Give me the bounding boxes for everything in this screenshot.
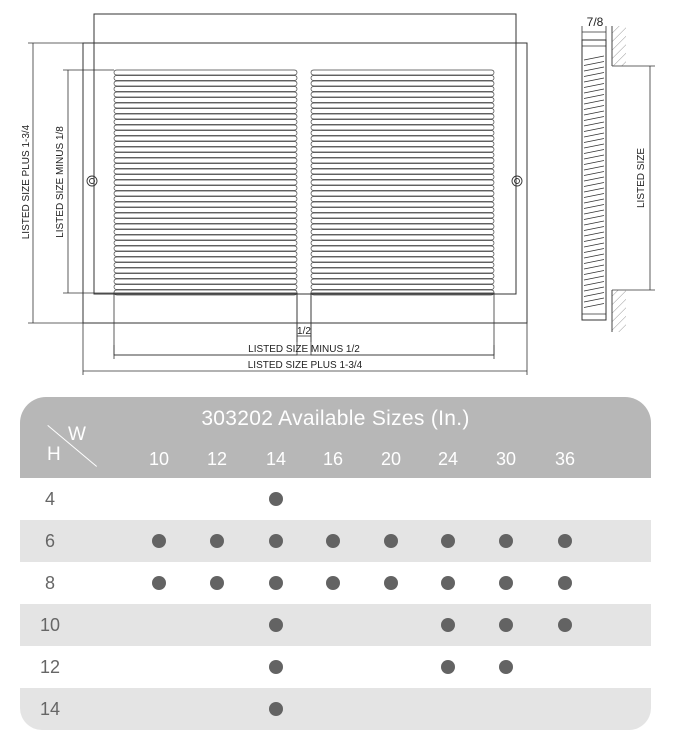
row-header-4: 4 [44,489,55,509]
side-slat [584,227,604,231]
louver-blade [311,285,494,290]
side-slat [584,216,604,220]
side-slat [584,249,604,253]
side-slat [584,183,604,187]
availability-dot [384,534,398,548]
louver-blade [114,274,297,279]
louver-blade [311,169,494,174]
column-header-24: 24 [437,449,459,469]
dim-label-minus-vertical: LISTED SIZE MINUS 1/8 [55,126,66,238]
screw-hole-icon [87,176,97,186]
side-slat [584,106,604,110]
side-slat [584,205,604,209]
dim-label-plus-horizontal: LISTED SIZE PLUS 1-3/4 [247,360,363,371]
louver-blade [311,70,494,75]
louver-blade [311,224,494,229]
louver-blade [311,109,494,114]
available-sizes-table [20,397,651,730]
side-slat [584,177,604,181]
side-slat [584,172,604,176]
side-slat [584,161,604,165]
louver-blade [311,279,494,284]
table-body [20,478,651,730]
side-section-view [582,26,626,332]
row-header-12: 12 [39,657,61,677]
availability-dot [326,576,340,590]
side-slat [584,117,604,121]
louver-blade [114,158,297,163]
column-header-20: 20 [380,449,402,469]
side-slat [584,95,604,99]
column-header-12: 12 [206,449,228,469]
louver-panel-right [311,70,494,295]
table-row [20,646,651,688]
louver-blade [114,191,297,196]
availability-dot [269,534,283,548]
louver-blade [311,147,494,152]
column-header-16: 16 [322,449,344,469]
availability-dot [558,576,572,590]
side-slat [584,282,604,286]
louver-blade [114,246,297,251]
column-header-30: 30 [495,449,517,469]
side-slat [584,265,604,269]
side-slat [584,67,604,71]
availability-dot [210,576,224,590]
louver-blade [311,92,494,97]
louver-blade [114,235,297,240]
side-slat [584,232,604,236]
louver-blade [311,208,494,213]
side-slat [584,260,604,264]
dim-label-depth: 7/8 [586,15,604,29]
louver-blade [114,219,297,224]
column-header-10: 10 [148,449,170,469]
side-slat [584,293,604,297]
louver-blade [311,241,494,246]
availability-dot [441,618,455,632]
row-header-14: 14 [39,699,61,719]
louver-blade [114,268,297,273]
availability-dot [558,534,572,548]
louver-blade [311,81,494,86]
column-header-14: 14 [265,449,287,469]
louver-blade [311,219,494,224]
table-row [20,562,651,604]
louver-blade [114,120,297,125]
louver-blade [114,142,297,147]
height-axis-label: H [47,444,61,465]
availability-dot [210,534,224,548]
louver-blade [114,186,297,191]
louver-blade [311,274,494,279]
availability-dot [269,618,283,632]
louver-blade [114,98,297,103]
side-slat [584,210,604,214]
louver-blade [114,103,297,108]
louver-blade [311,153,494,158]
side-slat [584,188,604,192]
availability-dot [269,576,283,590]
louver-blade [311,76,494,81]
louver-blade [114,87,297,92]
availability-dot [269,660,283,674]
availability-dot [269,702,283,716]
louver-blade [114,241,297,246]
louver-blade [311,268,494,273]
louver-blade [311,230,494,235]
louver-blade [311,191,494,196]
louver-blade [114,81,297,86]
grille-face-frame [83,43,527,323]
dimension-line-minus-vertical [63,70,114,293]
side-slat [584,78,604,82]
louver-blade [311,180,494,185]
side-slat [584,111,604,115]
louver-blade [114,224,297,229]
side-slat [584,243,604,247]
side-slat [584,238,604,242]
side-slat [584,89,604,93]
row-header-8: 8 [44,573,55,593]
louver-blade [114,230,297,235]
availability-dot [384,576,398,590]
louver-blade [114,136,297,141]
louver-blade [114,279,297,284]
side-slat [584,73,604,77]
dimension-line-side [612,66,655,290]
louver-blade [311,213,494,218]
louver-blade [114,197,297,202]
row-header-6: 6 [44,531,55,551]
louver-blade [114,257,297,262]
louver-blade [114,180,297,185]
louver-panel-left [114,70,297,295]
table-row [20,688,651,730]
louver-blade [311,186,494,191]
louver-blade [114,252,297,257]
louver-blade [311,136,494,141]
hw-corner-cell [20,397,120,478]
side-slat [584,298,604,302]
louver-blade [114,76,297,81]
louver-blade [114,114,297,119]
louver-blade [114,208,297,213]
louver-blade [114,131,297,136]
dim-label-half: 1/2 [297,326,311,337]
louver-blade [114,164,297,169]
side-slat [584,56,604,60]
louver-blade [311,252,494,257]
louver-blade [114,147,297,152]
side-slat [584,128,604,132]
table-row [20,478,651,520]
louver-blade [311,114,494,119]
louver-blade [114,153,297,158]
side-slat [584,100,604,104]
availability-dot [152,576,166,590]
louver-blade [311,103,494,108]
availability-dot [499,660,513,674]
side-slat [584,144,604,148]
louver-blade [114,202,297,207]
louver-blade [311,120,494,125]
table-row [20,520,651,562]
louver-blade [311,246,494,251]
availability-dot [269,492,283,506]
louver-blade [114,169,297,174]
louver-blade [114,70,297,75]
louver-blade [311,175,494,180]
screw-hole-icon [512,176,522,186]
louver-blade [114,263,297,268]
louver-blade [311,131,494,136]
side-slat [584,287,604,291]
table-title: 303202 Available Sizes (In.) [201,407,470,430]
side-slat [584,166,604,170]
louver-blade [114,175,297,180]
dim-label-minus-horizontal: LISTED SIZE MINUS 1/2 [248,344,360,355]
table-header [20,397,651,478]
availability-dot [441,660,455,674]
louver-blade [114,213,297,218]
louver-blade [311,235,494,240]
side-slat [584,122,604,126]
louver-blade [311,125,494,130]
side-slat [584,133,604,137]
louver-blade [311,98,494,103]
louver-blade [311,164,494,169]
side-slat [584,62,604,66]
availability-dot [558,618,572,632]
duct-outline [94,14,516,294]
side-slat [584,276,604,280]
louver-blade [114,92,297,97]
louver-blade [311,87,494,92]
louver-blade [311,158,494,163]
side-slat [584,150,604,154]
side-slat [584,155,604,159]
side-slat [584,194,604,198]
side-slat [584,221,604,225]
side-slat [584,304,604,308]
side-slat [584,254,604,258]
availability-dot [441,534,455,548]
availability-dot [441,576,455,590]
dim-label-side: LISTED SIZE [636,147,647,209]
louver-blade [311,202,494,207]
table-row [20,604,651,646]
louver-blade [114,125,297,130]
louver-blade [311,257,494,262]
availability-dot [499,534,513,548]
louver-blade [311,263,494,268]
side-slat [584,271,604,275]
availability-dot [499,618,513,632]
louver-blade [311,197,494,202]
side-slat [584,199,604,203]
row-header-10: 10 [39,615,61,635]
louver-blade [114,285,297,290]
dim-label-plus-vertical: LISTED SIZE PLUS 1-3/4 [21,124,32,240]
availability-dot [326,534,340,548]
width-axis-label: W [68,424,86,445]
louver-blade [114,109,297,114]
availability-dot [152,534,166,548]
availability-dot [499,576,513,590]
side-slat [584,139,604,143]
louver-blade [311,142,494,147]
column-header-36: 36 [554,449,576,469]
side-slat [584,84,604,88]
